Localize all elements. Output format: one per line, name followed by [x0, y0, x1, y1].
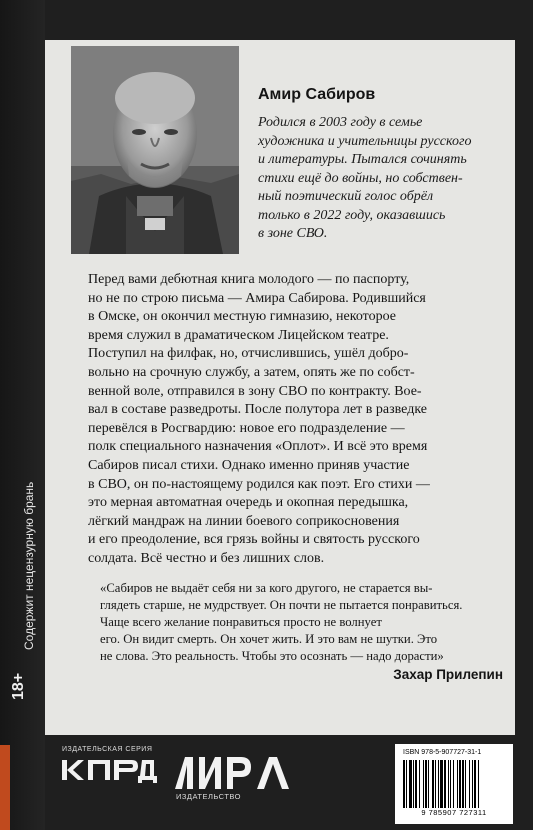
- quote-author: Захар Прилепин: [393, 667, 503, 682]
- barcode-digits: 9 785907 727311: [421, 808, 487, 817]
- book-description: Перед вами дебютная книга молодого — по паспорту, но не по строю письма — Амира Сабирова. Родившийся в Омске, он окончил местную гимназию, некоторое время служил в драматическом Лицейском театре. Поступил на филфак, но, отчислившись, ушёл добро- вольно на срочную службу, а затем, опять же по собст- венной воле, отправился в зону СВО по контракту. Вое- вал в составе разведроты. После полутора лет в разведке перевёлся в Росгвардию: новое его подразделение — полк специального назначения «Оплот». И всё это время Сабиров писал стихи. Однако именно приняв участие в СВО, он по-настоящему родился как поэт. Его стихи — это мерная автоматная очередь и окопная передышка, лёгкий мандраж на линии боевого соприкосновения и его преодоление, вся грязь войны и святость русского солдата. Всё честно и без лишних слов.: [88, 272, 430, 566]
- age-rating: 18+: [10, 672, 27, 700]
- lira-logo-icon: [175, 755, 295, 791]
- review-quote: «Сабиров не выдаёт себя ни за кого другого, не старается вы- глядеть старше, не мудрствует. Он почти не пытается понравиться. Чаще всего желание понравиться просто не волнует его. Он видит смерть. Он хочет жить. И это вам не шутки. Это не слова. Это реальность. Чтобы это осознать — надо дорасти»: [100, 581, 463, 663]
- profanity-warning: Содержит нецензурную брань: [22, 481, 36, 650]
- barcode-panel: [395, 744, 513, 824]
- isbn-number: ISBN 978-5-907727-31-1: [403, 749, 482, 756]
- author-portrait: [71, 46, 239, 254]
- kpd-logo-icon: [62, 756, 158, 784]
- book-spine: [0, 0, 45, 830]
- author-name: Амир Сабиров: [258, 86, 376, 103]
- publisher-label: ИЗДАТЕЛЬСТВО: [176, 792, 242, 801]
- series-label: ИЗДАТЕЛЬСКАЯ СЕРИЯ: [62, 746, 153, 753]
- accent-stripe: [0, 745, 10, 830]
- barcode-icon: [403, 760, 505, 808]
- author-bio: Родился в 2003 году в семье художника и учительницы русского и литературы. Пытался сочинять стихи ещё до войны, но собствен- ный поэтический голос обрёл только в 2022 году, оказавшись в зоне СВО.: [258, 115, 472, 241]
- publisher-logo: [175, 755, 295, 796]
- series-logo: [62, 756, 158, 789]
- author-portrait-icon: [71, 46, 239, 254]
